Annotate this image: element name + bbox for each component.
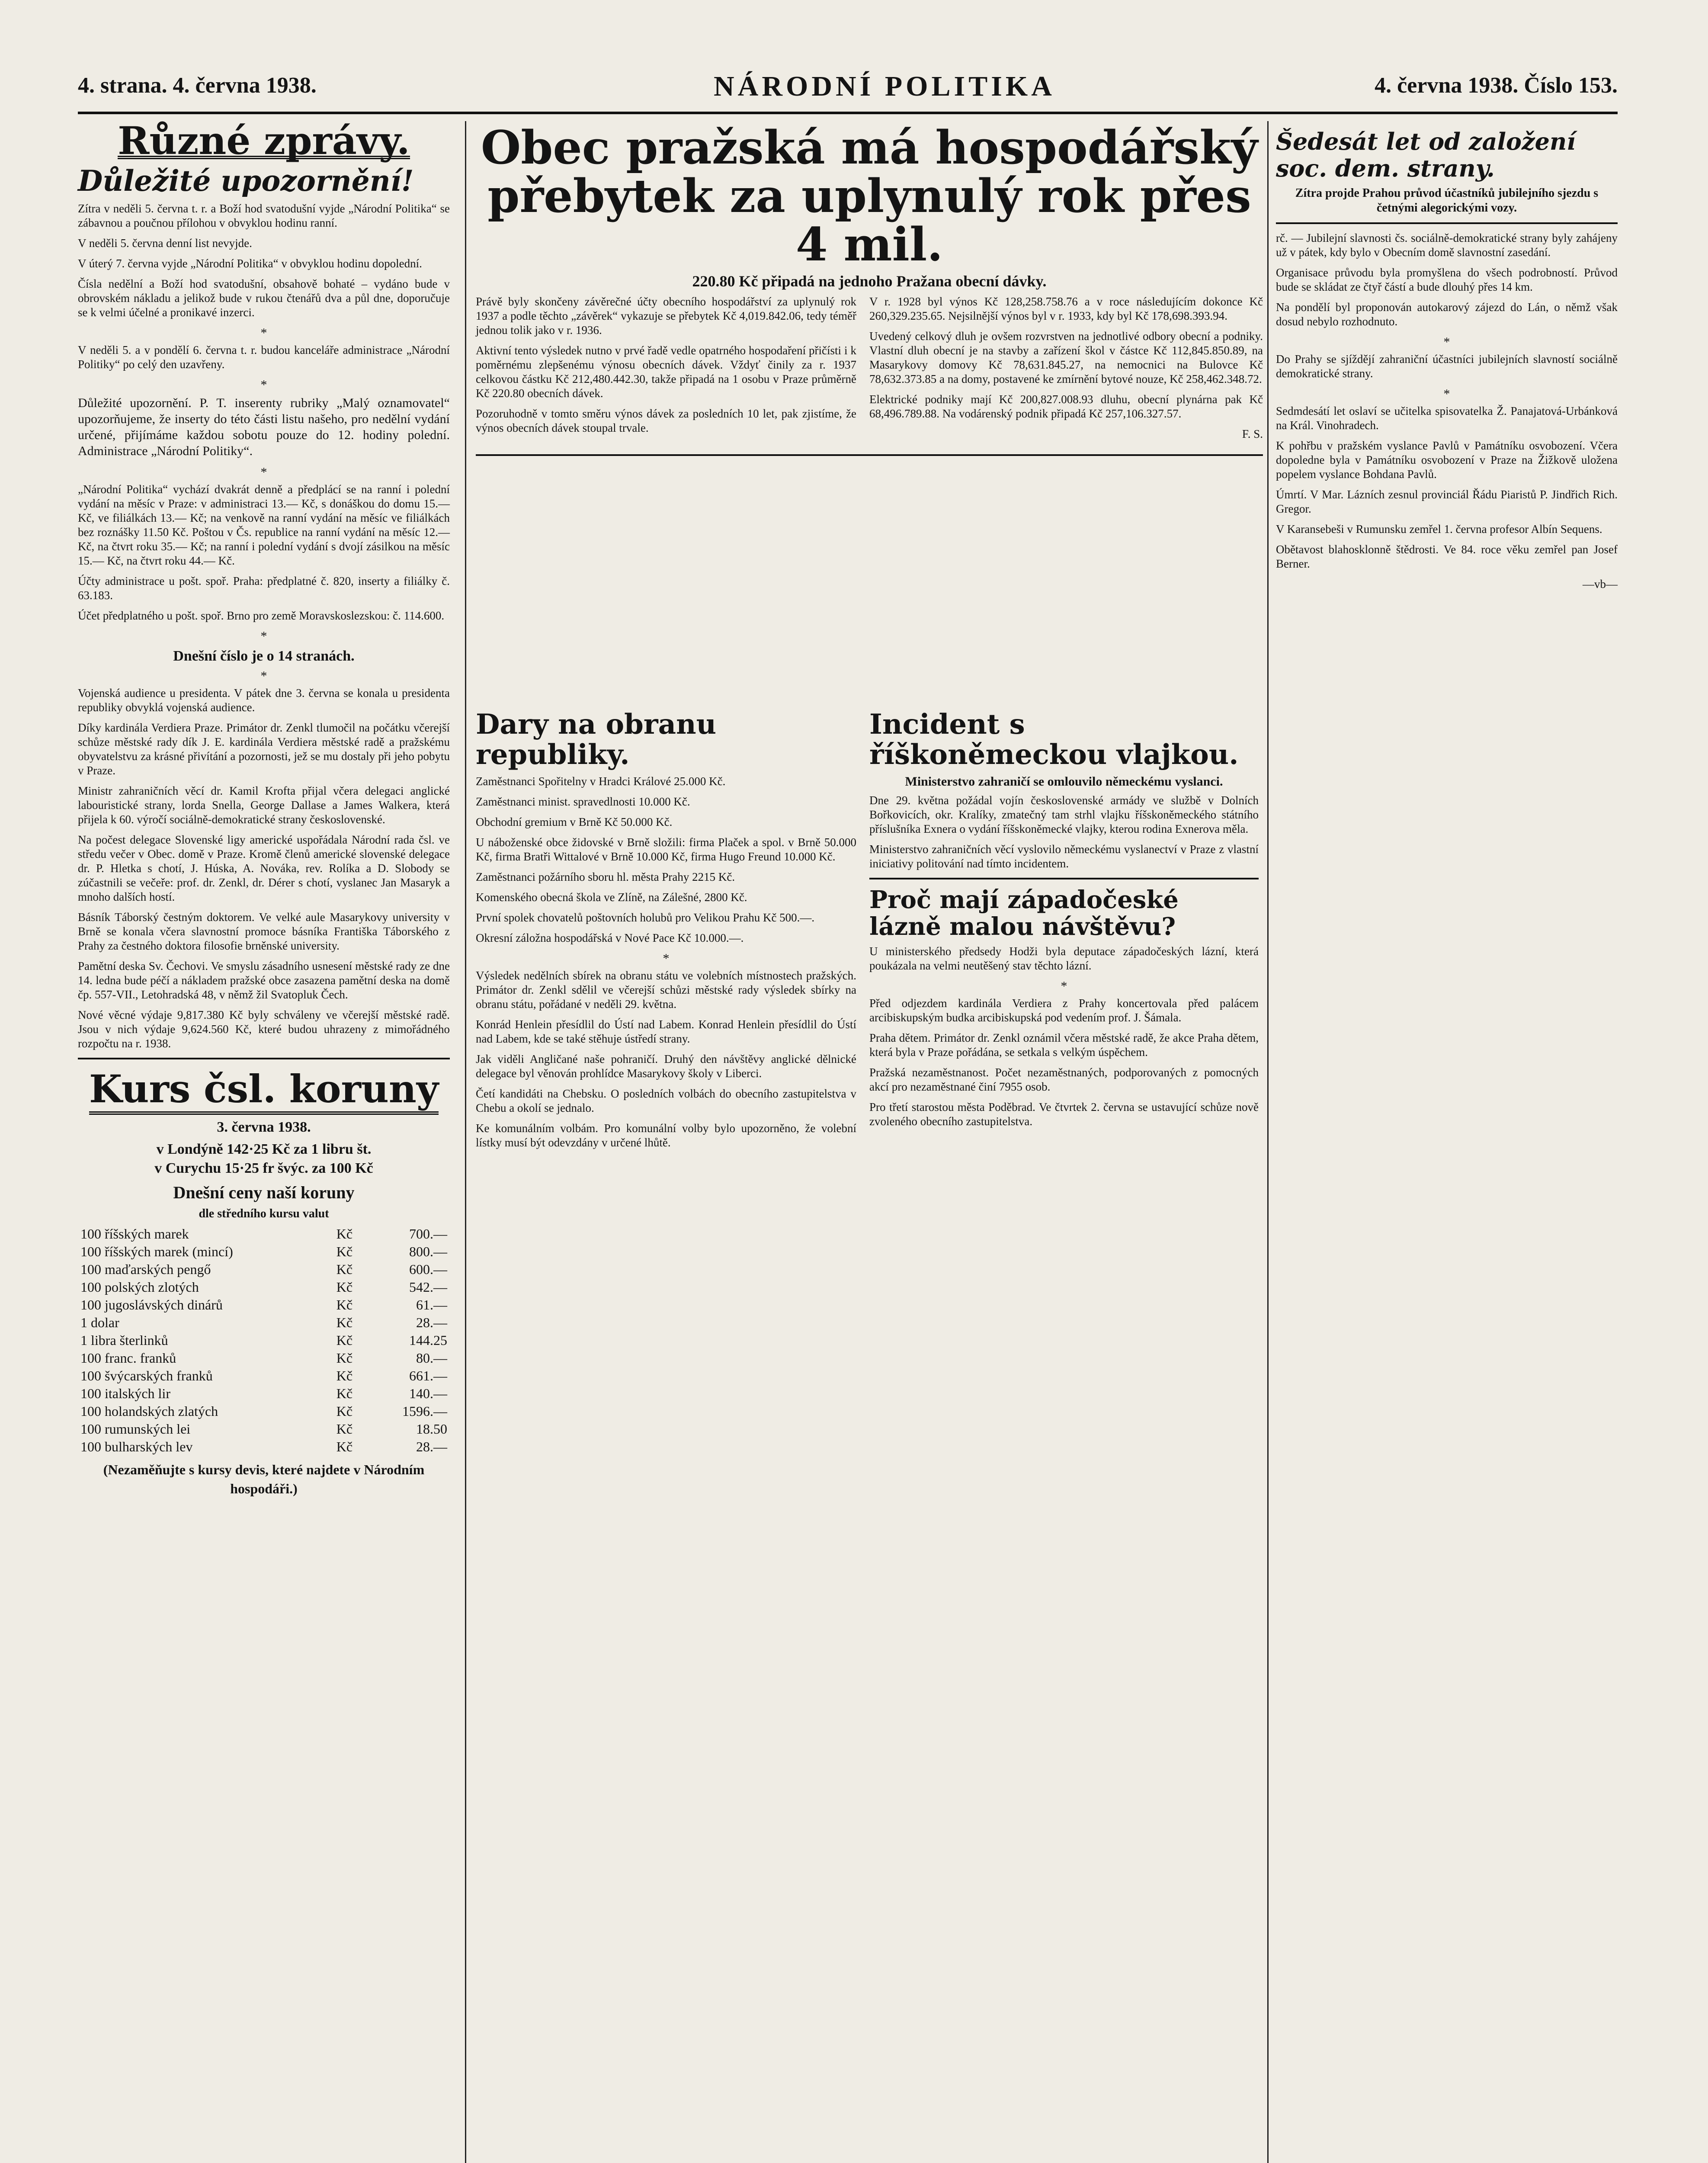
article-paragraph: Právě byly skončeny závěrečné účty obecního hospodářství za uplynulý rok 1937 a podle těchto „závěrek“ vykazuje se přebytek Kč 4,019.842.06, tedy téměř jednou tolik jako v r. 1936. <box>476 295 856 337</box>
article-signature: —vb— <box>1583 578 1618 590</box>
donation-item: Zaměstnanci Spořitelny v Hradci Králové 25.000 Kč. <box>476 775 726 788</box>
anniversary-lead: Zítra projde Prahou průvod účastníků jubilejního sjezdu s četnými alegorickými vozy. <box>1295 186 1599 215</box>
column-defense-gifts <box>476 709 856 1156</box>
rates-table <box>78 1225 450 1456</box>
notice-paragraph: Důležité upozornění. P. T. inserenty rubriky „Malý oznamovatel“ upozorňujeme, že inserty do této části listu našeho, pro nedělní vydání určené, přijímáme každou sobotu pouze do 12. hodiny polední. Administrace „Národní Politiky“. <box>78 396 450 458</box>
donation-item: Obchodní gremium v Brně Kč 50.000 Kč. <box>476 815 673 828</box>
main-article <box>476 120 1263 463</box>
table-row: 100 holandských zlatých Kč 1596.— <box>80 1403 447 1419</box>
news-item: Konrád Henlein přesídlil do Ústí nad Labem. Konrad Henlein přesídlil do Ústí nad Labem, kde se také stěhuje ústředí strany. <box>476 1018 856 1045</box>
header-right: 4. června 1938. Číslo 153. <box>1375 73 1618 98</box>
table-row: 100 říšských marek (mincí) Kč 800.— <box>80 1244 447 1259</box>
donation-item: Okresní záložna hospodářská v Nové Pace Kč 10.000.—. <box>476 931 744 944</box>
notice-title: Důležité upozornění! <box>78 164 414 198</box>
today-rates-title: Dnešní ceny naší koruny <box>173 1183 355 1202</box>
column-misc-news <box>78 118 450 1498</box>
article-signature: F. S. <box>1242 427 1263 440</box>
separator-star: * <box>260 465 267 479</box>
article-paragraph: Pozoruhodně v tomto směru výnos dávek za posledních 10 let, pak zjistíme, že výnos obecních dávek stoupal trvale. <box>476 407 856 434</box>
table-row: 100 italských lir Kč 140.— <box>80 1386 447 1401</box>
main-article-right <box>869 295 1263 447</box>
news-item: Výsledek nedělních sbírek na obranu státu ve volebních místnostech pražských. Primátor dr. Zenkl sdělil ve včerejší schůzi městské rady výsledek sbírky na obranu státu, pořádané v neděli 29. května. <box>476 969 856 1011</box>
table-row: 100 bulharských lev Kč 28.— <box>80 1439 447 1454</box>
news-item: Sedmdesátí let oslaví se učitelka spisovatelka Ž. Panajatová-Urbánková na Král. Vinohradech. <box>1276 404 1618 432</box>
headline-line-2: přebytek za uplynulý rok přes 4 mil. <box>487 169 1251 271</box>
header-left: 4. strana. 4. června 1938. <box>78 73 317 98</box>
donation-item: U náboženské obce židovské v Brně složili: firma Plaček a spol. v Brně 50.000 Kč, firma Bratři Wittalové v Brně 10.000 Kč, firma Hugo Freund 10.000 Kč. <box>476 836 856 863</box>
article-paragraph: Na pondělí byl proponován autokarový zájezd do Lán, o němž však dosud nebylo rozhodnuto. <box>1276 301 1618 328</box>
notice-paragraph: Zítra v neděli 5. června t. r. a Boží hod svatodušní vyjde „Národní Politika“ se zábavnou a poučnou přílohou v obvyklou hodinu ranní. <box>78 202 450 229</box>
separator-star: * <box>1443 387 1450 401</box>
separator-star: * <box>1061 979 1067 993</box>
news-item: Pražská nezaměstnanost. Počet nezaměstnaných, podporovaných z pomocných akcí pro nezaměstnané činí 7955 osob. <box>869 1066 1259 1093</box>
separator-star: * <box>260 326 267 340</box>
news-item: Pro třetí starostou města Poděbrad. Ve čtvrtek 2. června se ustavující schůze nově zvoleného obecního zastupitelstva. <box>869 1101 1259 1128</box>
donation-item: První spolek chovatelů poštovních holubů pro Velikou Prahu Kč 500.—. <box>476 911 815 924</box>
column-incident <box>869 709 1259 1135</box>
article-paragraph: Organisace průvodu byla promyšlena do všech podrobností. Průvod bude se skládat ze čtyř částí a bude dlouhý přes 14 km. <box>1276 266 1618 293</box>
table-row: 100 polských zlotých Kč 542.— <box>80 1279 447 1295</box>
table-row: 100 maďarských pengő Kč 600.— <box>80 1261 447 1277</box>
currency-title: Kurs čsl. koruny <box>89 1066 439 1115</box>
separator-star: * <box>260 378 267 392</box>
article-paragraph: U ministerského předsedy Hodži byla deputace západočeských lázní, která poukázala na velmi neutěšený stav těchto lázní. <box>869 945 1259 972</box>
news-item: Jak viděli Angličané naše pohraničí. Druhý den návštěvy anglické dělnické delegace byl věnován prohlídce Masarykovy školy v Liberci. <box>476 1053 856 1080</box>
article-paragraph: rč. — Jubilejní slavnosti čs. sociálně-demokratické strany byly zahájeny už v pátek, kdy bylo v Obecním domě slavnostní zasedání. <box>1276 231 1618 259</box>
separator-star: * <box>260 629 267 643</box>
article-paragraph: Aktivní tento výsledek nutno v prvé řadě vedle opatrného hospodaření přičísti i k poměrnému zlepšenému výnosu obecních dávek. Vždyť činily za r. 1937 celkovou částku Kč 212,480.442.30, takže připadá na 1 osobu v Praze průměrně Kč 220.80 obecních dávek. <box>476 344 856 400</box>
donation-item: Zaměstnanci minist. spravedlnosti 10.000 Kč. <box>476 795 690 808</box>
news-item: Obětavost blahosklonně štědrosti. Ve 84. roce věku zemřel pan Josef Berner. <box>1276 543 1618 570</box>
rates-footer: (Nezaměňujte s kursy devis, které najdete v Národním hospodáři.) <box>103 1462 425 1496</box>
defense-title: Dary na obranu republiky. <box>476 708 717 771</box>
table-row: 1 dolar Kč 28.— <box>80 1315 447 1330</box>
table-row: 1 libra šterlinků Kč 144.25 <box>80 1332 447 1348</box>
notice-paragraph: „Národní Politika“ vychází dvakrát denně a předplácí se na ranní i polední vydání na měsíc v Praze: v administraci 13.— Kč, s donáškou do domu 15.— Kč, ve filiálkách 13.— Kč; na venkově na ranní vydání na měsíc ve filiálkách bez roznášky 11.50 Kč. Poštou v Čs. republice na ranní vydání na měsíc 12.— Kč, na čtvrt roku 35.— Kč; na ranní i polední vydání s dvojí zásilkou na měsíc 15.— Kč, na čtvrt roku 44.— Kč. <box>78 483 450 567</box>
notice-paragraph: V neděli 5. června denní list nevyjde. <box>78 237 252 250</box>
news-item: Vojenská audience u presidenta. V pátek dne 3. června se konala u presidenta republiky obvyklá vojenská audience. <box>78 687 450 714</box>
donation-item: Zaměstnanci požárního sboru hl. města Prahy 2215 Kč. <box>476 870 735 883</box>
table-row: 100 říšských marek Kč 700.— <box>80 1226 447 1242</box>
divider <box>869 878 1259 879</box>
news-item: Nové věcné výdaje 9,817.380 Kč byly schváleny ve včerejší městské radě. Jsou v nich výdaje 9,624.560 Kč, které budou uhrazeny z mimořádného rozpočtu na r. 1938. <box>78 1008 450 1050</box>
news-item: Díky kardinála Verdiera Praze. Primátor dr. Zenkl tlumočil na počátku včerejší schůze městské rady dík J. E. kardinála Verdiera městské radě a pražskému obyvatelstvu za krásné přivítání a pozornosti, jež se mu dostaly při jeho pobytu v Praze. <box>78 721 450 777</box>
news-item: Četí kandidáti na Chebsku. O posledních volbách do obecního zastupitelstva v Chebu a okolí se jednalo. <box>476 1087 856 1114</box>
news-item: Praha dětem. Primátor dr. Zenkl oznámil včera městské radě, že akce Praha dětem, která byla v Praze pořádána, se setkala s velkým úspěchem. <box>869 1031 1259 1059</box>
news-item: Ke komunálním volbám. Pro komunální volby bylo upozorněno, že volební lístky musí být odevzdány v určené lhůtě. <box>476 1122 856 1149</box>
rates-subtitle: dle středního kursu valut <box>199 1207 329 1220</box>
anniversary-title: Šedesát let od založení soc. dem. strany. <box>1276 128 1576 182</box>
column-divider <box>1267 121 1269 2163</box>
notice-paragraph: V úterý 7. června vyjde „Národní Politika“ v obvyklou hodinu dopolední. <box>78 257 422 270</box>
separator-star: * <box>260 669 267 683</box>
article-paragraph: V r. 1928 byl výnos Kč 128,258.758.76 a v roce následujícím dokonce Kč 260,329.235.65. Nejsilnější výnos byl v r. 1933, kdy byl Kč 178,698.393.94. <box>869 295 1263 322</box>
column-anniversary <box>1276 125 1618 597</box>
news-item: Ministr zahraničních věcí dr. Kamil Krofta přijal včera delegaci anglické labouristické strany, lorda Snella, George Dallase a James Walkera, která přijela k 60. výročí sociálně-demokratické strany československé. <box>78 784 450 826</box>
separator-star: * <box>663 951 670 966</box>
news-item: K pohřbu v pražském vyslance Pavlů v Památníku osvobození. Včera dopoledne byla v Památníku osvobození v Praze na Žižkově uložena popelem vyslance Bohdana Pavlů. <box>1276 439 1618 481</box>
incident-subhead: Ministerstvo zahraničí se omlouvilo německému vyslanci. <box>905 774 1223 789</box>
news-item: Úmrtí. V Mar. Lázních zesnul provinciál Řádu Piaristů P. Jindřich Rich. Gregor. <box>1276 488 1618 515</box>
divider <box>78 1058 450 1059</box>
main-article-left <box>476 295 856 447</box>
news-item: Pamětní deska Sv. Čechovi. Ve smyslu zásadního usnesení městské rady ze dne 14. ledna bude péčí a nákladem pražské obce zasazena pamětní deska na domě čp. 557-VII., Letohradská 48, v němž žil Svatopluk Čech. <box>78 960 450 1001</box>
notice-paragraph: Účty administrace u pošt. spoř. Praha: předplatné č. 820, inserty a filiálky č. 63.183. <box>78 574 450 602</box>
news-item: Na počest delegace Slovenské ligy americké uspořádala Národní rada čsl. ve středu večer v Obec. domě v Praze. Kromě členů americké slovenské delegace dr. P. Hletka s chotí, J. Húska, A. Nováka, rev. Rolíka a D. Slobody se zúčastnili se večeře: prof. dr. Zenkl, dr. Dérer s chotí, vyslanec Jan Masaryk a mnoho dalších hostí. <box>78 833 450 903</box>
article-paragraph: Uvedený celkový dluh je ovšem rozvrstven na jednotlivé odbory obecní a podniky. Vlastní dluh obecní je na stavby a zařízení škol v částce Kč 112,845.850.89, na Masarykovy domovy Kč 78,631.845.27, na nemocnici na Bulovce Kč 78,632.373.85 a na domy, postavené ke zmírnění bytové nouze, Kč 258,462.348.72. <box>869 330 1263 385</box>
section-title-various-news: Různé zprávy. <box>118 118 410 163</box>
article-paragraph: Do Prahy se sjíždějí zahraniční účastníci jubilejních slavností sociálně demokratické strany. <box>1276 353 1618 380</box>
page-header <box>78 73 1618 114</box>
headline-line-1: Obec pražská má hospodářský <box>481 120 1258 174</box>
donation-item: Komenského obecná škola ve Zlíně, na Zálešné, 2800 Kč. <box>476 891 747 904</box>
incident-title: Incident s říškoněmeckou vlajkou. <box>869 708 1239 771</box>
table-row: 100 švýcarských franků Kč 661.— <box>80 1368 447 1383</box>
news-item: Před odjezdem kardinála Verdiera z Prahy koncertovala před palácem arcibiskupským budka arcibiskupská pod vedením prof. J. Šámala. <box>869 997 1259 1024</box>
article-paragraph: Elektrické podniky mají Kč 200,827.008.93 dluhu, obecní plynárna pak Kč 68,496.789.88. Na vodárenský podnik připadá Kč 257,106.327.57. <box>869 393 1263 420</box>
news-item: V Karansebeši v Rumunsku zemřel 1. června profesor Albín Sequens. <box>1276 523 1602 536</box>
table-row: 100 rumunských lei Kč 18.50 <box>80 1421 447 1437</box>
rate-london: v Londýně 142·25 Kč za 1 libru št. <box>156 1141 372 1157</box>
divider <box>476 454 1263 456</box>
main-subheadline: 220.80 Kč připadá na jednoho Pražana obecní dávky. <box>692 273 1047 290</box>
table-row: 100 franc. franků Kč 80.— <box>80 1350 447 1366</box>
table-row: 100 jugoslávských dinárů Kč 61.— <box>80 1297 447 1313</box>
divider <box>1276 222 1618 224</box>
masthead-title: NÁRODNÍ POLITIKA <box>714 71 1055 102</box>
notice-paragraph: Čísla nedělní a Boží hod svatodušní, obsahově bohaté – vydáno bude v obrovském nákladu a jelikož bude v rukou čtenářů dva a půl dne, doporučuje se k velmi účelné a pronikavé inzerci. <box>78 277 450 319</box>
notice-paragraph: Účet předplatného u pošt. spoř. Brno pro země Moravskoslezskou: č. 114.600. <box>78 609 445 622</box>
spa-title: Proč mají západočeské lázně malou návštěvu? <box>869 886 1179 941</box>
article-paragraph: Ministerstvo zahraničních věcí vyslovilo německému vyslanectví v Praze z vlastní iniciativy politování nad tímto incidentem. <box>869 843 1259 870</box>
currency-date: 3. června 1938. <box>217 1119 311 1135</box>
currency-rates-box <box>78 1066 450 1498</box>
article-paragraph: Dne 29. května požádal vojín československé armády ve službě v Dolních Bořkovicích, okr. Kralíky, zmatečný tam strhl vlajku říšskoněmeckého státního příslušníka Exnera o vydání říšskoněmecké vlajky, kterou rodina Exnerova měla. <box>869 794 1259 835</box>
rate-zurich: v Curychu 15·25 fr švýc. za 100 Kč <box>154 1160 373 1176</box>
notice-paragraph: V neděli 5. a v pondělí 6. června t. r. budou kanceláře administrace „Národní Politiky“ po celý den uzavřeny. <box>78 343 450 371</box>
column-divider <box>465 121 466 2163</box>
pages-note: Dnešní číslo je o 14 stranách. <box>173 648 355 664</box>
news-item: Básník Táborský čestným doktorem. Ve velké aule Masarykovy university v Brně se konala včera slavnostní promoce básníka Františka Táborského z Prahy za čestného doktora filosofie brněnské university. <box>78 911 450 952</box>
separator-star: * <box>1443 335 1450 349</box>
